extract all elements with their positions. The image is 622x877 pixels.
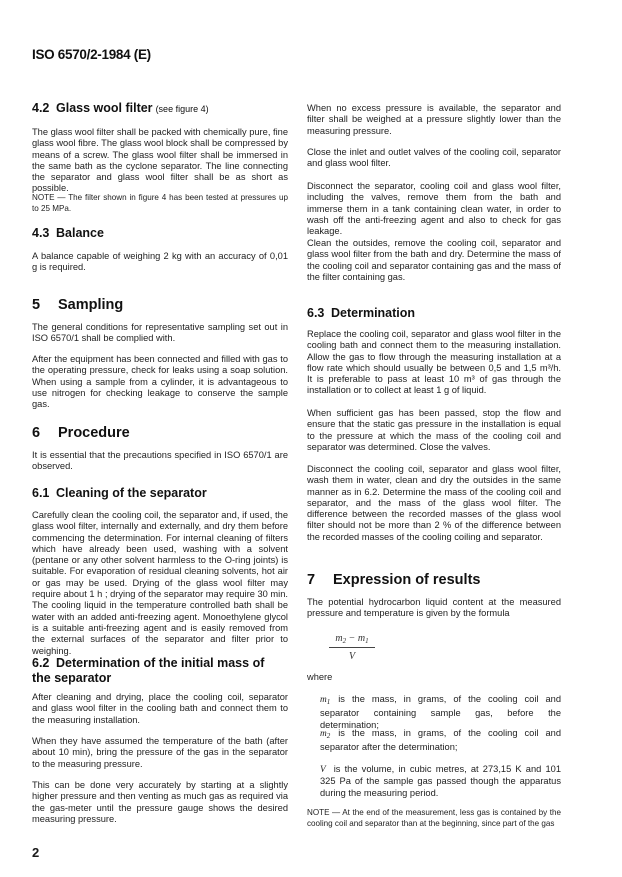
section-number: 6.2 xyxy=(32,656,50,670)
paragraph: A balance capable of weighing 2 kg with an accuracy of 0,01 g is required. xyxy=(32,251,288,273)
heading-6 xyxy=(32,425,130,441)
symbol: $m_1$ xyxy=(320,695,331,706)
definition-m1: $m_1$ is the mass, in grams, of the cooling coil and separator containing sample gas, before the determination; xyxy=(320,694,561,730)
formula-numerator: $m_2 - m_1$ xyxy=(335,633,369,645)
section-number: 7 xyxy=(307,572,316,588)
formula xyxy=(326,633,378,662)
paragraph: Close the inlet and outlet valves of the cooling coil, separator and glass wool filter. xyxy=(307,147,561,169)
note: NOTE — The filter shown in figure 4 has been tested at pressures up to 25 MPa. xyxy=(32,193,288,213)
paragraph: When no excess pressure is available, the separator and filter shall be weighed at a pressure slightly lower than the measuring pressure. xyxy=(307,103,561,136)
symbol: $m_2$ xyxy=(320,729,331,740)
paragraph: After cleaning and drying, place the cooling coil, separator and glass wool filter in the cooling bath and connect them to the measuring installation. xyxy=(32,692,288,725)
section-title: Expression of results xyxy=(333,572,481,588)
where-label: where xyxy=(307,672,333,682)
document-id: ISO 6570/2-1984 (E) xyxy=(32,47,151,62)
paragraph: It is essential that the precautions specified in ISO 6570/1 are observed. xyxy=(32,450,288,472)
paragraph: Disconnect the cooling coil, separator and glass wool filter, wash them in water, clean and dry the outsides in the same manner as in 6.2. Determine the mass of the cooling coil and separator, and the mass of the glass wool filter. The difference between the recorded masses of the glass wool filter should not be more than 2 % of the difference between the recorded masses of the cooling coiling and separator. xyxy=(307,464,561,542)
section-title: Cleaning of the separator xyxy=(56,486,207,500)
fraction-bar xyxy=(329,647,375,648)
section-title: Procedure xyxy=(58,425,130,441)
section-number: 6.1 xyxy=(32,486,50,500)
paragraph: After the equipment has been connected and filled with gas to the operating pressure, check for leaks using a soap solution. When using a sample from a cylinder, it is advantageous to use nitrogen for checking leakage to conserve the sample gas. xyxy=(32,354,288,410)
heading-4-2 xyxy=(32,101,209,115)
paragraph: The general conditions for representative sampling set out in ISO 6570/1 shall be complied with. xyxy=(32,322,288,344)
paragraph: Disconnect the separator, cooling coil and glass wool filter, including the valves, remove them from the bath and immerse them in a tank containing clean water, in order to wash off the anti-freezing agent and also to check for gas leakage. xyxy=(307,181,561,237)
paragraph: Clean the outsides, remove the cooling coil, separator and glass wool filter from the bath and dry. Determine the mass of the cooling coil and separator containing gas and the mass of the filter containing gas. xyxy=(307,238,561,282)
definition-v: V is the volume, in cubic metres, at 273,15 K and 101 325 Pa of the sample gas passed though the apparatus during the measuring period. xyxy=(320,764,561,798)
heading-6-2 xyxy=(32,656,264,686)
heading-7 xyxy=(307,572,480,588)
paragraph: When sufficient gas has been passed, stop the flow and ensure that the static gas pressure in the installation is equal to the pressure at which the mass of the cooling coil and separator was determined. Close the valves. xyxy=(307,408,561,452)
paragraph: Carefully clean the cooling coil, the separator and, if used, the glass wool filter, internally and externally, and dry them before commencing the determination. For internal cleaning of filters which have already been used, washing with a solvent (pentane or any other solvent harmless to the O-ring joints) is suitable. For evaporation of residual cleaning solvents, hot air or gas may be used. Drying of the glass wool filter may require about 1 h ; drying of the separator may require 30 min. The cooling liquid in the temperature controlled bath shall be water with an added anti-freezing agent. Monoethylene glycol is a suitable anti-freezing agent and is easily removed from the external surfaces of the separator and filter prior to weighing. xyxy=(32,510,288,656)
section-title-line2: the separator xyxy=(32,671,112,685)
section-title: Glass wool filter xyxy=(56,101,153,115)
symbol: V xyxy=(320,765,326,775)
section-number: 6.3 xyxy=(307,306,325,320)
page-number: 2 xyxy=(32,845,40,860)
figure-reference: (see figure 4) xyxy=(155,104,209,114)
section-title: Balance xyxy=(56,226,104,240)
paragraph: The glass wool filter shall be packed with chemically pure, fine glass wool fibre. The glass wool block shall be compressed by means of a screw. The glass wool filter shall be immersed in the same bath as the cyclone separator. The line connecting the separator and glass wool filter shall be as short as possible. xyxy=(32,127,288,194)
heading-6-1 xyxy=(32,486,207,500)
paragraph: When they have assumed the temperature of the bath (after about 10 min), bring the pressure of the gas in the separator to the measuring pressure. xyxy=(32,736,288,769)
section-number: 5 xyxy=(32,297,41,313)
section-number: 4.2 xyxy=(32,101,50,115)
section-number: 6 xyxy=(32,425,41,441)
formula-denominator: V xyxy=(348,651,356,662)
section-title-line1: Determination of the initial mass of xyxy=(56,656,265,670)
definition-m2: $m_2$ is the mass, in grams, of the cooling coil and separator after the determination; xyxy=(320,728,561,753)
heading-4-3 xyxy=(32,226,104,240)
heading-6-3 xyxy=(307,306,415,320)
paragraph: Replace the cooling coil, separator and glass wool filter in the cooling bath and connect them to the measuring installation. Allow the gas to flow through the measuring installation at a flow rate which should usually be between 0,5 and 1,5 m³/h. It is preferable to pass at least 10 m³ of gas through the installation or to collect at least 1 g of liquid. xyxy=(307,329,561,396)
note: NOTE — At the end of the measurement, less gas is contained by the cooling coil and separator than at the beginning, since part of the gas xyxy=(307,808,561,828)
section-number: 4.3 xyxy=(32,226,50,240)
paragraph: The potential hydrocarbon liquid content at the measured pressure and temperature is given by the formula xyxy=(307,597,561,619)
section-title: Determination xyxy=(331,306,416,320)
section-title: Sampling xyxy=(58,297,124,313)
paragraph: This can be done very accurately by starting at a slightly higher pressure and then venting as much gas as required via the gas-meter until the pressure gauge shows the desired measuring pressure. xyxy=(32,780,288,824)
heading-5 xyxy=(32,297,123,313)
